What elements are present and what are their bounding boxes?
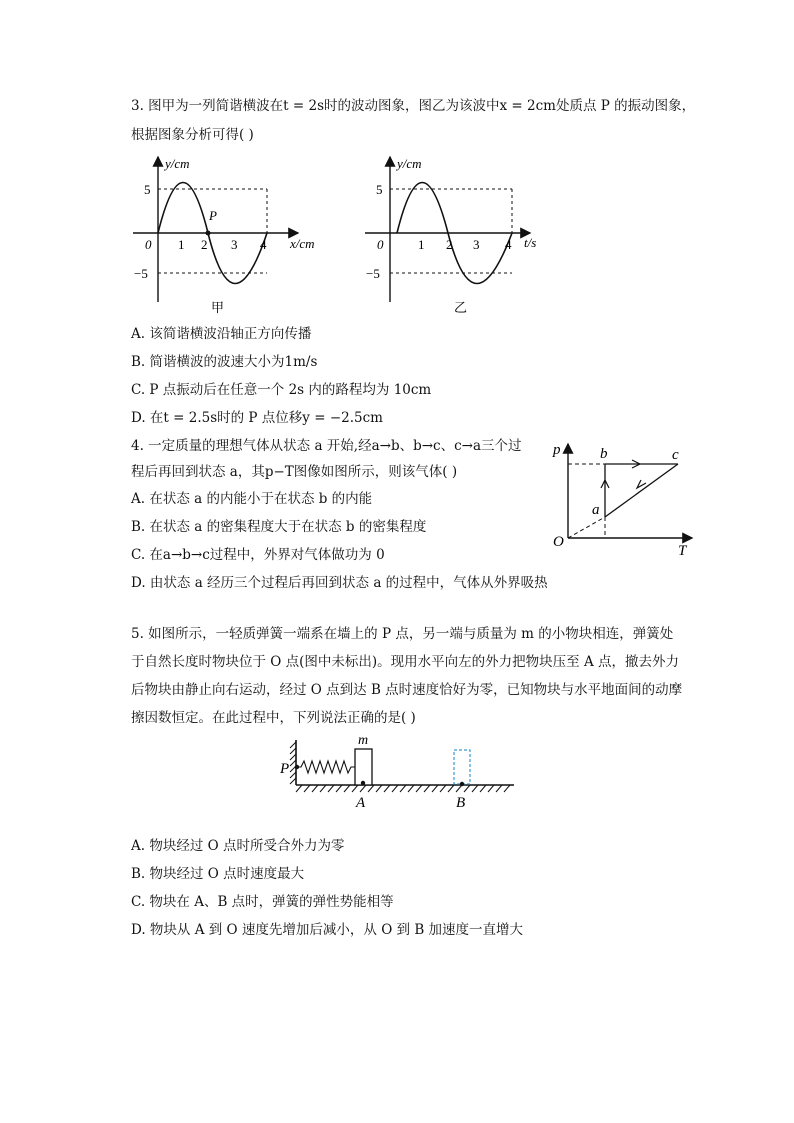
q5-spring-figure [276, 730, 521, 812]
q5-option-a: A. 物块经过 O 点时所受合外力为零 [131, 838, 345, 854]
a-label: a [592, 502, 600, 518]
q4-stem-line-2: 程后再回到状态 a，其p−T图像如图所示，则该气体( ) [131, 464, 458, 480]
y-axis-label: y/cm [397, 156, 422, 171]
a-dashed-line [568, 517, 605, 538]
q4-stem-line-1: 4. 一定质量的理想气体从状态 a 开始,经a→b、b→c、c→a三个过 [131, 438, 522, 454]
q4-option-b: B. 在状态 a 的密集程度大于在状态 b 的密集程度 [131, 519, 427, 535]
caption-yi: 乙 [454, 300, 468, 315]
block-at-b-dashed [454, 750, 470, 784]
tick-3: 3 [231, 237, 238, 252]
tick-4: 4 [260, 237, 267, 252]
origin-label: 0 [377, 237, 384, 252]
o-label: O [553, 534, 564, 550]
q5-stem-line-3: 后物块由静止向右运动，经过 O 点到达 B 点时速度恰好为零，已知物块与水平地面间的动摩 [131, 682, 683, 698]
origin-label: 0 [145, 237, 152, 252]
x-axis-label: t/s [524, 235, 537, 250]
label-p: P [280, 761, 290, 777]
label-a: A [356, 795, 366, 811]
q4-option-c: C. 在a→b→c过程中，外界对气体做功为 0 [131, 547, 385, 563]
q5-option-c: C. 物块在 A、B 点时，弹簧的弹性势能相等 [131, 894, 394, 910]
tick-minus-5: −5 [366, 266, 380, 281]
tick-2: 2 [201, 237, 208, 252]
point-p [206, 231, 211, 236]
q5-stem-line-4: 擦因数恒定。在此过程中，下列说法正确的是( ) [131, 710, 416, 726]
q5-stem-line-2: 于自然长度时物块位于 O 点(图中未标出)。现用水平向左的外力把物块压至 A 点，撤去外力 [131, 654, 680, 670]
tick-2: 2 [446, 237, 453, 252]
tick-1: 1 [178, 237, 185, 252]
block-m [355, 749, 372, 785]
b-label: b [600, 446, 608, 462]
process-ca [605, 464, 678, 517]
p-label: p [553, 442, 561, 458]
y-axis-label: y/cm [165, 156, 190, 171]
q4-option-a: A. 在状态 a 的内能小于在状态 b 的内能 [131, 491, 373, 507]
q3-option-a: A. 该简谐横波沿轴正方向传播 [131, 326, 312, 342]
point-p-label: P [209, 208, 217, 223]
q4-option-d: D. 由状态 a 经历三个过程后再回到状态 a 的过程中，气体从外界吸热 [131, 575, 548, 591]
q5-option-b: B. 物块经过 O 点时速度最大 [131, 866, 305, 882]
q3-vibration-figure-yi [360, 152, 560, 317]
ground-hatch [296, 785, 510, 792]
point-b-dot [460, 782, 464, 786]
arrow-ca-icon [637, 480, 646, 488]
t-label: T [678, 543, 687, 559]
label-m: m [358, 733, 369, 748]
spring [296, 761, 355, 773]
tick-minus-5: −5 [134, 266, 148, 281]
point-p-dot [295, 765, 299, 769]
x-axis-label: x/cm [290, 236, 315, 251]
q3-stem-line-1: 3. 图甲为一列简谐横波在t = 2s时的波动图象，图乙为该波中x = 2cm处质点 P 的振动图象， [131, 98, 696, 114]
point-a-dot [361, 781, 365, 785]
wall-hatch [290, 742, 296, 784]
q3-option-c: C. P 点振动后在任意一个 2s 内的路程均为 10cm [131, 382, 432, 398]
q3-wave-figure-jia [128, 152, 343, 317]
tick-5: 5 [376, 182, 383, 197]
q3-option-b: B. 简谐横波的波速大小为1m/s [131, 354, 318, 370]
q3-option-d: D. 在t = 2.5s时的 P 点位移y = −2.5cm [131, 410, 383, 426]
tick-1: 1 [418, 237, 425, 252]
c-label: c [672, 447, 679, 463]
q5-stem-line-1: 5. 如图所示，一轻质弹簧一端系在墙上的 P 点，另一端与质量为 m 的小物块相连，弹簧处 [131, 626, 674, 642]
tick-5: 5 [144, 182, 151, 197]
q4-pt-figure [548, 438, 698, 560]
q5-option-d: D. 物块从 A 到 O 速度先增加后减小，从 O 到 B 加速度一直增大 [131, 922, 524, 938]
q3-stem-line-2: 根据图象分析可得( ) [131, 127, 254, 143]
label-b: B [456, 795, 466, 811]
caption-jia: 甲 [211, 300, 225, 315]
tick-3: 3 [473, 237, 480, 252]
tick-4: 4 [505, 237, 512, 252]
